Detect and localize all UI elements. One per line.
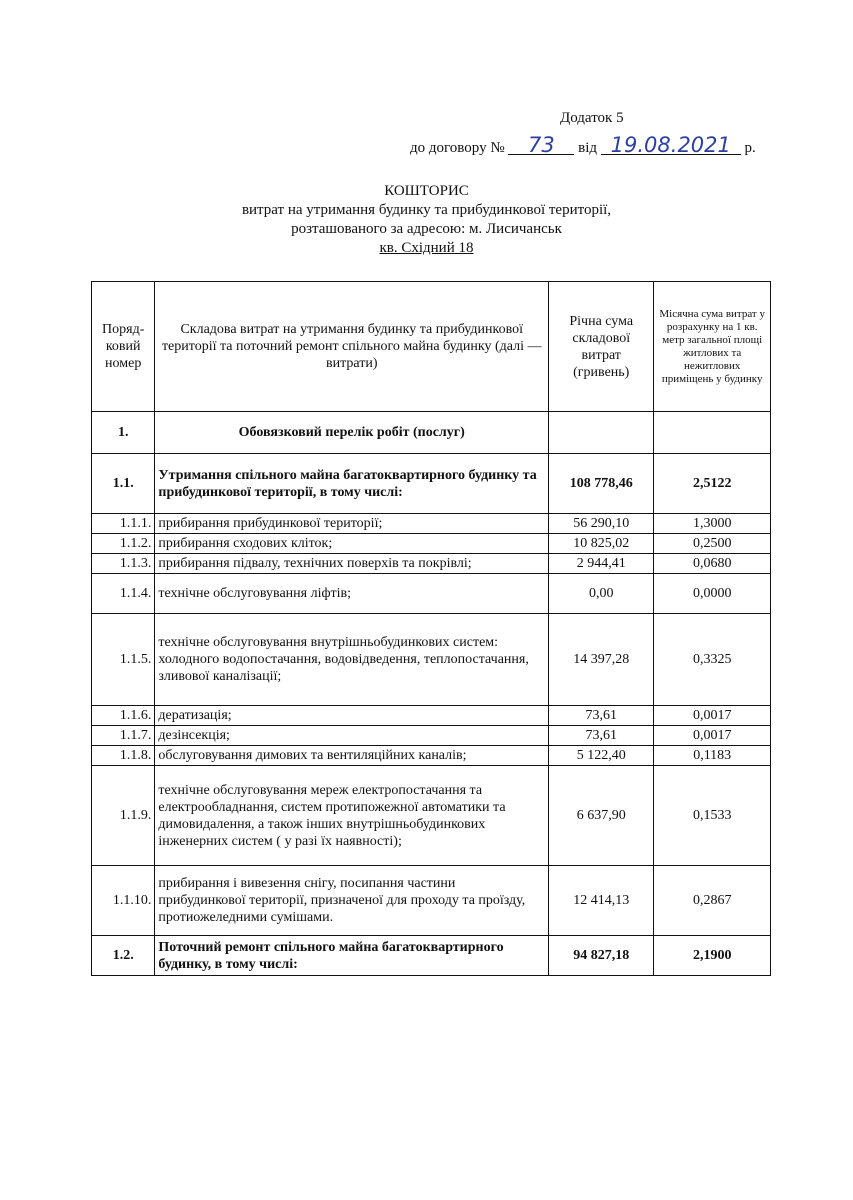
row-label: технічне обслуговування мереж електропостачання та електрообладнання, систем протипожежної автоматики та димовидалення, а також інших внутрішньобудинкових інженерних систем ( у разі їх наявності); — [155, 766, 549, 866]
section-empty-monthly — [654, 412, 771, 454]
table-row — [92, 936, 771, 976]
row-annual-sum: 94 827,18 — [549, 936, 654, 976]
row-label: дезінсекція; — [155, 726, 549, 746]
row-annual-sum: 0,00 — [549, 574, 654, 614]
contract-number: 73 — [508, 136, 574, 155]
row-number: 1.1.8. — [92, 746, 155, 766]
row-annual-sum: 73,61 — [549, 726, 654, 746]
row-number: 1.1.5. — [92, 614, 155, 706]
row-label: технічне обслуговування внутрішньобудинкових систем: холодного водопостачання, водовідведення, теплопостачання, зливової каналізації; — [155, 614, 549, 706]
table-row — [92, 454, 771, 514]
table-body — [92, 454, 771, 976]
title-line-2: розташованого за адресою: м. Лисичанськ — [291, 221, 562, 237]
row-number: 1.1.6. — [92, 706, 155, 726]
appendix-label: Додаток 5 — [560, 110, 624, 126]
row-label: прибирання і вивезення снігу, посипання частини прибудинкової території, призначеної для проходу та проїзду, протиожеледними сумішами. — [155, 866, 549, 936]
contract-prefix: до договору № — [410, 140, 505, 156]
row-label: прибирання підвалу, технічних поверхів та покрівлі; — [155, 554, 549, 574]
row-monthly-sum: 2,1900 — [654, 936, 771, 976]
row-annual-sum: 2 944,41 — [549, 554, 654, 574]
row-annual-sum: 12 414,13 — [549, 866, 654, 936]
row-annual-sum: 6 637,90 — [549, 766, 654, 866]
table-row — [92, 514, 771, 534]
header-monthly-sum: Місячна сума витрат у розрахунку на 1 кв. метр загальної площі житлових та нежитлових приміщень у будинку — [654, 282, 771, 412]
row-number: 1.1.3. — [92, 554, 155, 574]
row-monthly-sum: 0,1533 — [654, 766, 771, 866]
table-row — [92, 866, 771, 936]
estimate-table — [91, 281, 771, 976]
row-annual-sum: 56 290,10 — [549, 514, 654, 534]
row-label: дератизація; — [155, 706, 549, 726]
row-monthly-sum: 0,3325 — [654, 614, 771, 706]
table-row — [92, 614, 771, 706]
table-row — [92, 574, 771, 614]
row-monthly-sum: 0,0017 — [654, 706, 771, 726]
row-label: Поточний ремонт спільного майна багатоквартирного будинку, в тому числі: — [155, 936, 549, 976]
header-cost-component: Складова витрат на утримання будинку та прибудинкової території та поточний ремонт спільного майна будинку (далі — витрати) — [155, 282, 549, 412]
row-label: прибирання прибудинкової території; — [155, 514, 549, 534]
header-order-number: Поряд-ковий номер — [92, 282, 155, 412]
row-number: 1.1. — [92, 454, 155, 514]
row-label: обслуговування димових та вентиляційних каналів; — [155, 746, 549, 766]
title-address: кв. Східний 18 — [379, 240, 474, 256]
row-monthly-sum: 0,1183 — [654, 746, 771, 766]
table-row — [92, 726, 771, 746]
document-title: КОШТОРИС — [384, 183, 469, 199]
row-number: 1.1.9. — [92, 766, 155, 866]
row-number: 1.1.4. — [92, 574, 155, 614]
contract-date: 19.08.2021 — [601, 136, 741, 155]
row-number: 1.1.2. — [92, 534, 155, 554]
row-annual-sum: 14 397,28 — [549, 614, 654, 706]
row-annual-sum: 73,61 — [549, 706, 654, 726]
section-number: 1. — [92, 412, 155, 454]
row-number: 1.1.1. — [92, 514, 155, 534]
table-row — [92, 746, 771, 766]
table-header-row — [92, 282, 771, 412]
row-monthly-sum: 0,2867 — [654, 866, 771, 936]
row-monthly-sum: 0,2500 — [654, 534, 771, 554]
row-label: технічне обслуговування ліфтів; — [155, 574, 549, 614]
row-annual-sum: 10 825,02 — [549, 534, 654, 554]
date-suffix: р. — [744, 140, 756, 156]
table-row — [92, 706, 771, 726]
row-label: прибирання сходових кліток; — [155, 534, 549, 554]
row-number: 1.1.7. — [92, 726, 155, 746]
row-monthly-sum: 0,0017 — [654, 726, 771, 746]
row-annual-sum: 108 778,46 — [549, 454, 654, 514]
section-label: Обовязковий перелік робіт (послуг) — [155, 412, 549, 454]
row-monthly-sum: 1,3000 — [654, 514, 771, 534]
section-row — [92, 412, 771, 454]
row-number: 1.2. — [92, 936, 155, 976]
section-empty-annual — [549, 412, 654, 454]
table-row — [92, 534, 771, 554]
row-label: Утримання спільного майна багатоквартирного будинку та прибудинкової території, в тому числі: — [155, 454, 549, 514]
row-annual-sum: 5 122,40 — [549, 746, 654, 766]
row-monthly-sum: 0,0680 — [654, 554, 771, 574]
document-title-block — [0, 182, 853, 258]
date-prefix: від — [578, 140, 598, 156]
row-monthly-sum: 0,0000 — [654, 574, 771, 614]
header-annual-sum: Річна сума складової витрат (гривень) — [549, 282, 654, 412]
title-line-1: витрат на утримання будинку та прибудинкової території, — [241, 202, 612, 218]
contract-line — [410, 133, 756, 157]
table-row — [92, 766, 771, 866]
row-monthly-sum: 2,5122 — [654, 454, 771, 514]
table-row — [92, 554, 771, 574]
row-number: 1.1.10. — [92, 866, 155, 936]
